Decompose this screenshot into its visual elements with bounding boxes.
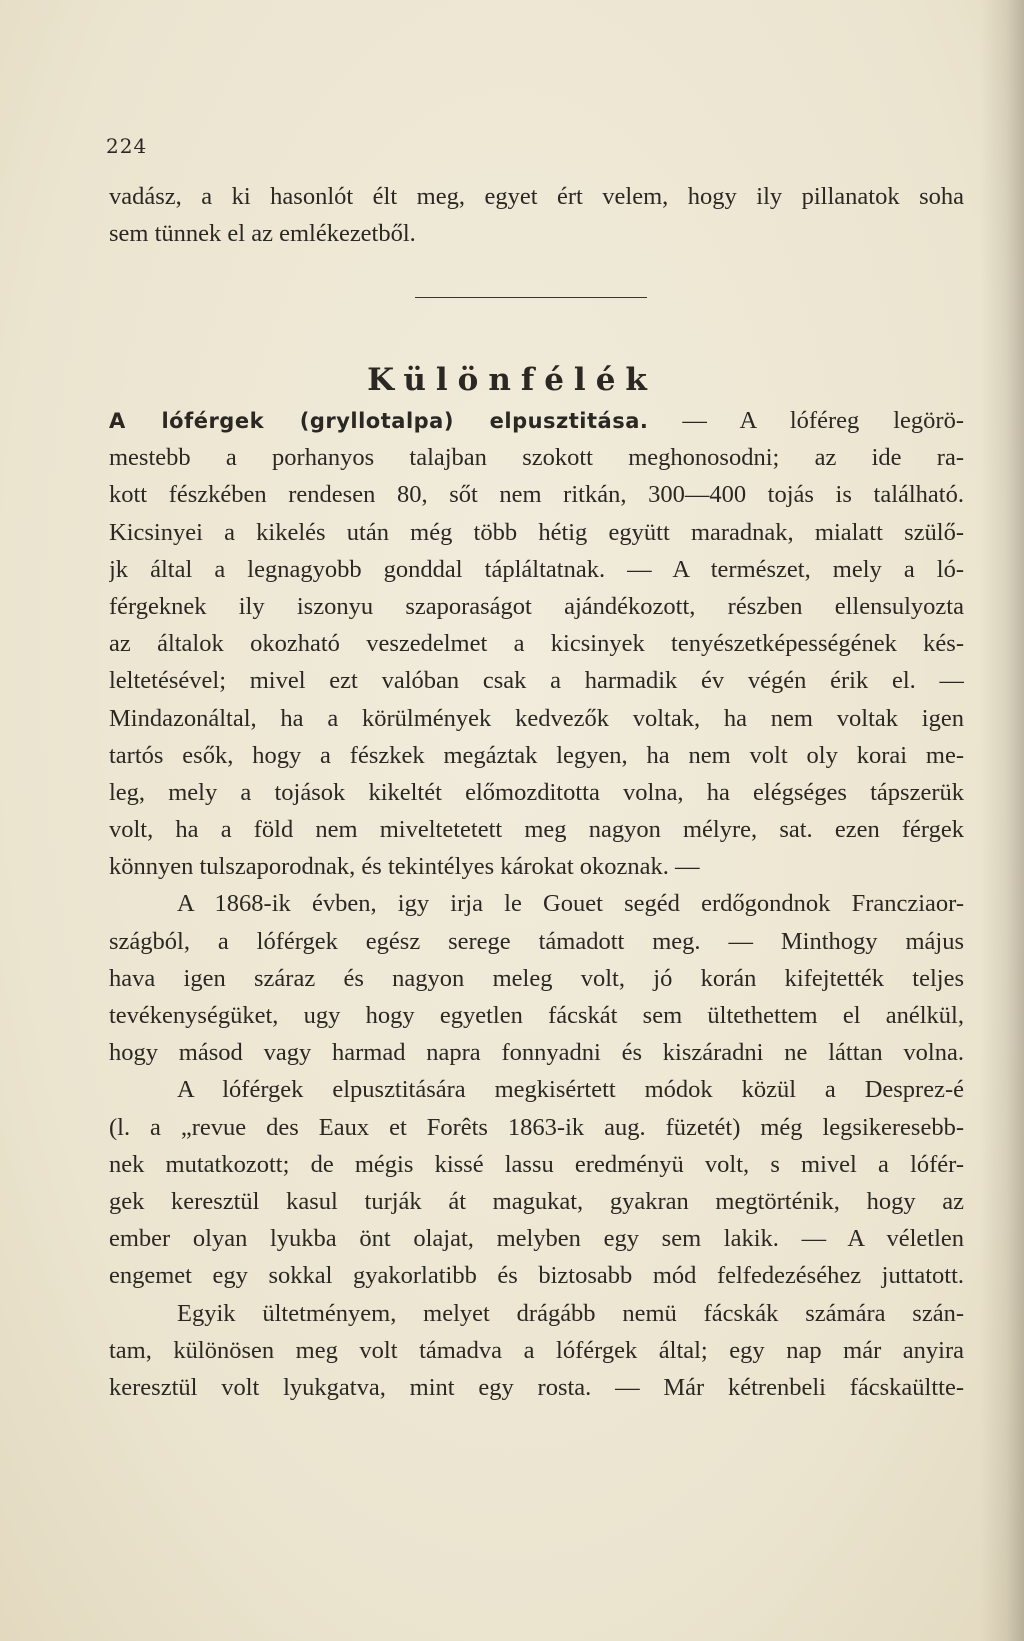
text-line: hogy másod vagy harmad napra fonnyadni és kiszáradni ne láttan volna. [109,1039,964,1067]
section-divider [415,297,647,298]
text-line: A lóférgek elpusztitására megkisértett módok közül a Desprez-é [177,1076,964,1104]
text-line: leg, mely a tojások kikeltét előmozditotta volna, ha elégséges tápszerük [109,778,964,806]
text-line: nek mutatkozott; de mégis kissé lassu eredményü volt, s mivel a lófér- [109,1150,964,1178]
text-line: engemet egy sokkal gyakorlatibb és biztosabb mód felfedezéséhez juttatott. [109,1262,964,1290]
page-number: 224 [106,134,148,158]
text-line: gek keresztül kasul turják át magukat, gyakran megtörténik, hogy az [109,1187,964,1215]
text-line: tam, különösen meg volt támadva a lóférgek által; egy nap már anyira [109,1336,964,1364]
text-line: hava igen száraz és nagyon meleg volt, jó korán kifejtették teljes [109,964,964,992]
text-line: Mindazonáltal, ha a körülmények kedvezők voltak, ha nem voltak igen [109,704,964,732]
text-line: volt, ha a föld nem miveltetetett meg nagyon mélyre, sat. ezen férgek [109,816,964,844]
text-line: tartós esők, hogy a fészkek megáztak legyen, ha nem volt oly korai me- [109,741,964,769]
text-line: könnyen tulszaporodnak, és tekintélyes károkat okoznak. — [109,853,700,881]
text-line: ember olyan lyukba önt olajat, melyben egy sem lakik. — A véletlen [109,1225,964,1253]
text-line: az általok okozható veszedelmet a kicsinyek tenyészetképességének kés- [109,630,964,658]
text-line: sem tünnek el az emlékezetből. [109,220,416,248]
text-line: Egyik ültetményem, melyet drágább nemü fácskák számára szán- [177,1299,964,1327]
text-line: szágból, a lóférgek egész serege támadott meg. — Minthogy május [109,927,964,955]
text-line: leltetésével; mivel ezt valóban csak a harmadik év végén érik el. — [109,667,964,695]
article-heading: A lóférgek (gryllotalpa) elpusztitása. [109,409,649,433]
text-line: jk által a legnagyobb gonddal tápláltatnak. — A természet, mely a ló- [109,555,964,583]
text-line: férgeknek ily iszonyu szaporaságot ajándékozott, részben ellensulyozta [109,592,964,620]
text-line: keresztül volt lyukgatva, mint egy rosta. — Már kétrenbeli fácskaültte- [109,1373,964,1401]
text-line: A 1868-ik évben, igy irja le Gouet segéd erdőgondnok Francziaor- [177,890,964,918]
section-title: Különfélék [367,362,657,398]
article-lead-line [109,402,964,439]
article-lead-text: — A lóféreg legörö- [648,407,964,434]
text-line: Kicsinyei a kikelés után még több hétig együtt maradnak, mialatt szülő- [109,518,964,546]
page-spine-shadow [980,0,1024,1641]
intro-paragraph [109,178,964,252]
text-line: mestebb a porhanyos talajban szokott meghonosodni; az ide ra- [109,444,964,472]
text-line: tevékenységüket, ugy hogy egyetlen fácskát sem ültethettem el anélkül, [109,1002,964,1029]
text-line: (l. a „revue des Eaux et Forêts 1863-ik aug. füzetét) még legsikeresebb- [109,1113,964,1141]
text-line: vadász, a ki hasonlót élt meg, egyet ért velem, hogy ily pillanatok soha [109,183,964,210]
text-line: kott fészkében rendesen 80, sőt nem ritkán, 300—400 tojás is található. [109,481,964,509]
article-body [109,402,964,1406]
